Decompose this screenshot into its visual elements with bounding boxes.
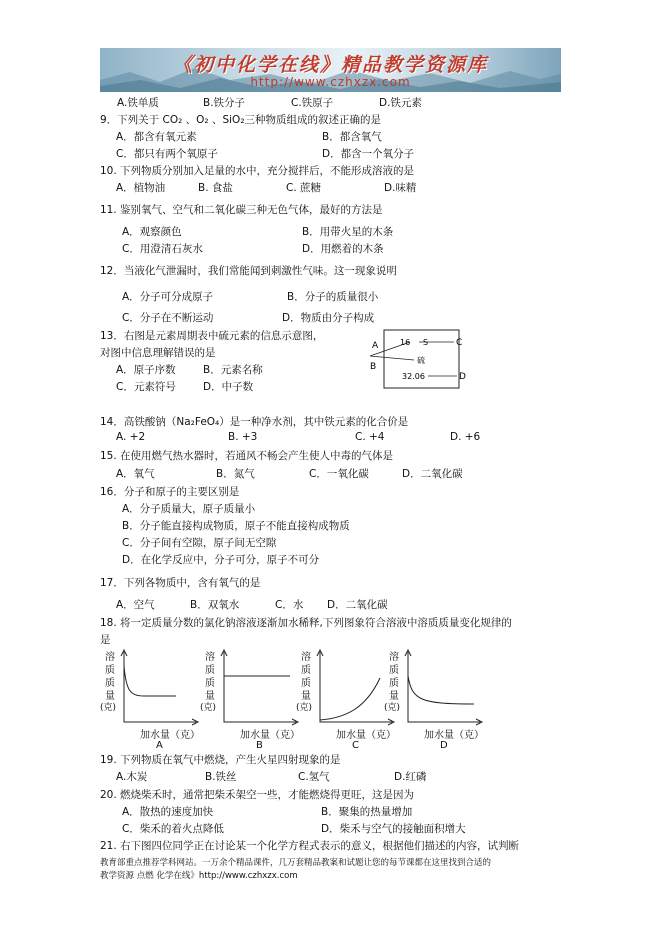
banner-title: 《初中化学在线》精品教学资源库	[172, 54, 488, 76]
q20-option-b: B．聚集的热量增加	[321, 806, 413, 818]
banner-url[interactable]: http://www.czhxzx.com	[250, 75, 411, 89]
graph-ylabel-part: 溶	[105, 652, 115, 663]
graph-ylabel-part: (克)	[100, 703, 117, 713]
graph-d	[384, 648, 484, 751]
q10-option-b: B. 食盐	[198, 182, 233, 194]
q19-option-c: C.氢气	[298, 771, 330, 783]
q15-option-b: B．氮气	[216, 468, 255, 480]
q15-option-d: D．二氧化碳	[402, 468, 463, 480]
q8-option-a: A.铁单质	[117, 97, 159, 109]
q17-option-b: B．双氧水	[190, 599, 240, 611]
q11-option-d: D．用燃着的木条	[302, 243, 384, 255]
q13-stem-line1: 13．右图是元素周期表中硫元素的信息示意图，	[100, 330, 324, 342]
q9-option-d: D．都含一个氧分子	[322, 148, 415, 160]
graph-ylabel-part: 质	[205, 678, 215, 689]
graph-letter: B	[256, 740, 263, 751]
q11-option-b: B．用带火星的木条	[302, 226, 394, 238]
diagram-label-c: C	[456, 338, 463, 348]
q14-stem: 14．高铁酸钠（Na₂FeO₄）是一种净水剂，其中铁元素的化合价是	[100, 416, 409, 428]
q13-stem-line2: 对图中信息理解错误的是	[100, 347, 216, 359]
graph-ylabel-part: 质	[205, 665, 215, 676]
graph-ylabel-part: (克)	[296, 703, 313, 713]
graph-ylabel-part: 质	[301, 678, 311, 689]
q14-option-a: A. +2	[116, 431, 146, 443]
q11-option-c: C．用澄清石灰水	[122, 243, 203, 255]
q8-option-d: D.铁元素	[379, 97, 422, 109]
graph-ylabel-part: (克)	[384, 703, 401, 713]
footer-line2: 教学资源 点燃 化学在线》http://www.czhxzx.com	[100, 871, 298, 881]
graph-letter: C	[352, 740, 359, 751]
q17-option-a: A．空气	[116, 599, 155, 611]
diagram-atomic-mass: 32.06	[402, 372, 425, 381]
q20-option-c: C．柴禾的着火点降低	[122, 823, 224, 835]
sulfur-element-diagram	[362, 328, 482, 394]
q14-option-d: D. +6	[450, 431, 481, 443]
q14-option-c: C. +4	[355, 431, 385, 443]
graph-ylabel-part: 质	[389, 665, 399, 676]
q9-stem: 9．下列关于 CO₂ 、O₂ 、SiO₂三种物质组成的叙述正确的是	[100, 114, 382, 126]
graph-curve	[320, 678, 380, 720]
graph-ylabel-part: 溶	[389, 652, 399, 663]
q10-option-a: A．植物油	[116, 182, 166, 194]
graph-xlabel: 加水量（克）	[240, 730, 300, 741]
graph-axes	[320, 652, 392, 722]
graph-ylabel-part: (克)	[200, 703, 217, 713]
graph-c	[296, 648, 396, 751]
q16-option-c: C．分子间有空隙，原子间无空隙	[122, 537, 277, 549]
graph-xlabel: 加水量（克）	[140, 730, 200, 741]
q9-option-a: A．都含有氧元素	[116, 131, 197, 143]
q15-stem: 15. 在使用燃气热水器时，若通风不畅会产生使人中毒的气体是	[100, 450, 394, 462]
graph-curve	[408, 676, 474, 704]
footer-line1: 教育部重点推荐学科网站。一万余个精品课件，几万套精品教案和试题让您的每节课都在这里找到合适的	[100, 858, 492, 868]
graph-ylabel-part: 量	[301, 691, 311, 702]
q12-option-a: A．分子可分成原子	[122, 291, 214, 303]
graph-ylabel-part: 质	[105, 665, 115, 676]
q16-option-b: B．分子能直接构成物质，原子不能直接构成物质	[122, 520, 350, 532]
q9-option-b: B．都含氧气	[322, 131, 382, 143]
q18-stem-line2: 是	[100, 634, 111, 646]
graph-ylabel-part: 量	[205, 691, 215, 702]
graph-ylabel-part: 质	[389, 678, 399, 689]
q12-option-b: B．分子的质量很小	[287, 291, 379, 303]
diagram-element-name: 硫	[417, 356, 425, 365]
q13-option-b: B．元素名称	[203, 364, 263, 376]
q8-option-b: B.铁分子	[203, 97, 246, 109]
q14-option-b: B. +3	[228, 431, 258, 443]
q16-option-d: D．在化学反应中，分子可分，原子不可分	[122, 554, 320, 566]
q8-option-c: C.铁原子	[291, 97, 334, 109]
q9-option-c: C．都只有两个氧原子	[116, 148, 218, 160]
q10-option-d: D.味精	[384, 182, 417, 194]
q13-option-a: A．原子序数	[116, 364, 176, 376]
q12-option-c: C．分子在不断运动	[122, 312, 214, 324]
q19-option-a: A.木炭	[116, 771, 148, 783]
graph-ylabel-part: 量	[105, 691, 115, 702]
q17-option-c: C．水	[275, 599, 304, 611]
q19-option-b: B.铁丝	[205, 771, 237, 783]
graph-b	[200, 648, 300, 751]
q19-stem: 19. 下列物质在氧气中燃烧，产生火星四射现象的是	[100, 754, 341, 766]
graph-xlabel: 加水量（克）	[424, 730, 484, 741]
diagram-label-a: A	[372, 341, 379, 351]
graph-xlabel: 加水量（克）	[336, 730, 396, 741]
graph-letter: A	[156, 740, 163, 751]
diagram-symbol: S	[423, 338, 429, 347]
graph-ylabel-part: 量	[389, 691, 399, 702]
diagram-atomic-number: 16	[400, 338, 411, 347]
q17-stem: 17．下列各物质中，含有氧气的是	[100, 577, 261, 589]
q12-option-d: D．物质由分子构成	[282, 312, 375, 324]
q17-option-d: D．二氧化碳	[327, 599, 388, 611]
graph-axes	[124, 652, 196, 722]
q11-stem: 11. 鉴别氧气、空气和二氧化碳三种无色气体，最好的方法是	[100, 204, 383, 216]
q15-option-a: A．氧气	[116, 468, 155, 480]
diagram-label-b: B	[370, 362, 377, 372]
graph-axes	[224, 652, 296, 722]
q13-option-d: D．中子数	[203, 381, 254, 393]
graph-axes	[408, 652, 480, 722]
graph-ylabel-part: 质	[301, 665, 311, 676]
q12-stem: 12．当液化气泄漏时，我们常能闻到刺激性气味。这一现象说明	[100, 265, 397, 277]
q16-stem: 16．分子和原子的主要区别是	[100, 486, 240, 498]
q20-option-d: D．柴禾与空气的接触面积增大	[321, 823, 466, 835]
q19-option-d: D.红磷	[394, 771, 427, 783]
q16-option-a: A．分子质量大，原子质量小	[122, 503, 256, 515]
q18-stem-line1: 18. 将一定质量分数的氯化钠溶液逐渐加水稀释,下列图象符合溶液中溶质质量变化规律的	[100, 617, 512, 629]
diagram-label-d: D	[459, 372, 466, 382]
q21-stem: 21. 右下图四位同学正在讨论某一个化学方程式表示的意义，根据他们描述的内容，试判断	[100, 840, 520, 852]
header-banner	[100, 48, 561, 92]
graph-curve	[124, 666, 176, 696]
q10-stem: 10. 下列物质分别加入足量的水中，充分搅拌后，不能形成溶液的是	[100, 165, 415, 177]
graph-ylabel-part: 质	[105, 678, 115, 689]
graph-ylabel-part: 溶	[205, 652, 215, 663]
q11-option-a: A．观察颜色	[122, 226, 182, 238]
q13-option-c: C．元素符号	[116, 381, 176, 393]
q10-option-c: C. 蔗糖	[286, 182, 322, 194]
q15-option-c: C．一氧化碳	[309, 468, 369, 480]
graph-a	[100, 648, 200, 751]
q20-option-a: A．散热的速度加快	[122, 806, 214, 818]
graph-letter: D	[440, 740, 448, 751]
q20-stem: 20. 燃烧柴禾时，通常把柴禾架空一些，才能燃烧得更旺，这是因为	[100, 789, 415, 801]
graph-ylabel-part: 溶	[301, 652, 311, 663]
